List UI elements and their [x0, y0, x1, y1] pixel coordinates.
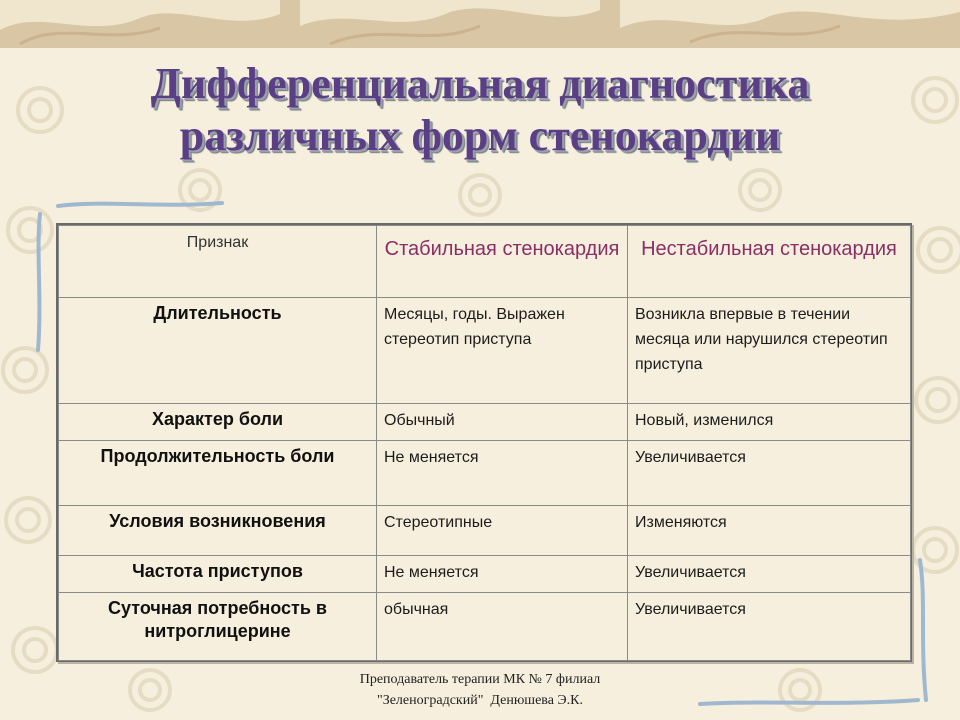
table-row: [59, 506, 911, 556]
row-sign: Продолжительность боли: [59, 441, 377, 506]
row-stable: Месяцы, годы. Выражен стереотип приступа: [377, 298, 628, 404]
row-stable: Обычный: [377, 404, 628, 441]
header-unstable: Нестабильная стенокардия: [628, 226, 911, 298]
table-row: [59, 556, 911, 593]
row-stable: Стереотипные: [377, 506, 628, 556]
row-sign: Условия возникновения: [59, 506, 377, 556]
title-line-2: различных форм стенокардии: [179, 111, 781, 160]
table-row: [59, 404, 911, 441]
row-unstable: Новый, изменился: [628, 404, 911, 441]
row-unstable: Возникла впервые в течении месяца или нарушился стереотип приступа: [628, 298, 911, 404]
comparison-table: [56, 223, 912, 662]
row-unstable: Изменяются: [628, 506, 911, 556]
table-row: [59, 441, 911, 506]
footer-credit: [0, 669, 960, 711]
row-sign: Суточная потребность в нитроглицерине: [59, 593, 377, 661]
table-row: [59, 593, 911, 661]
row-unstable: Увеличивается: [628, 593, 911, 661]
row-unstable: Увеличивается: [628, 556, 911, 593]
table-header-row: [59, 226, 911, 298]
row-stable: Не меняется: [377, 441, 628, 506]
page-title: [0, 58, 960, 162]
header-sign: Признак: [59, 226, 377, 298]
row-stable: обычная: [377, 593, 628, 661]
row-unstable: Увеличивается: [628, 441, 911, 506]
footer-line-1: Преподаватель терапии МК № 7 филиал: [359, 672, 601, 687]
row-stable: Не меняется: [377, 556, 628, 593]
table-row: [59, 298, 911, 404]
row-sign: Характер боли: [59, 404, 377, 441]
header-stable: Стабильная стенокардия: [377, 226, 628, 298]
row-sign: Частота приступов: [59, 556, 377, 593]
footer-line-2: "Зеленоградский" Денюшева Э.К.: [376, 693, 584, 708]
title-line-1: Дифференциальная диагностика: [150, 59, 810, 108]
row-sign: Длительность: [59, 298, 377, 404]
